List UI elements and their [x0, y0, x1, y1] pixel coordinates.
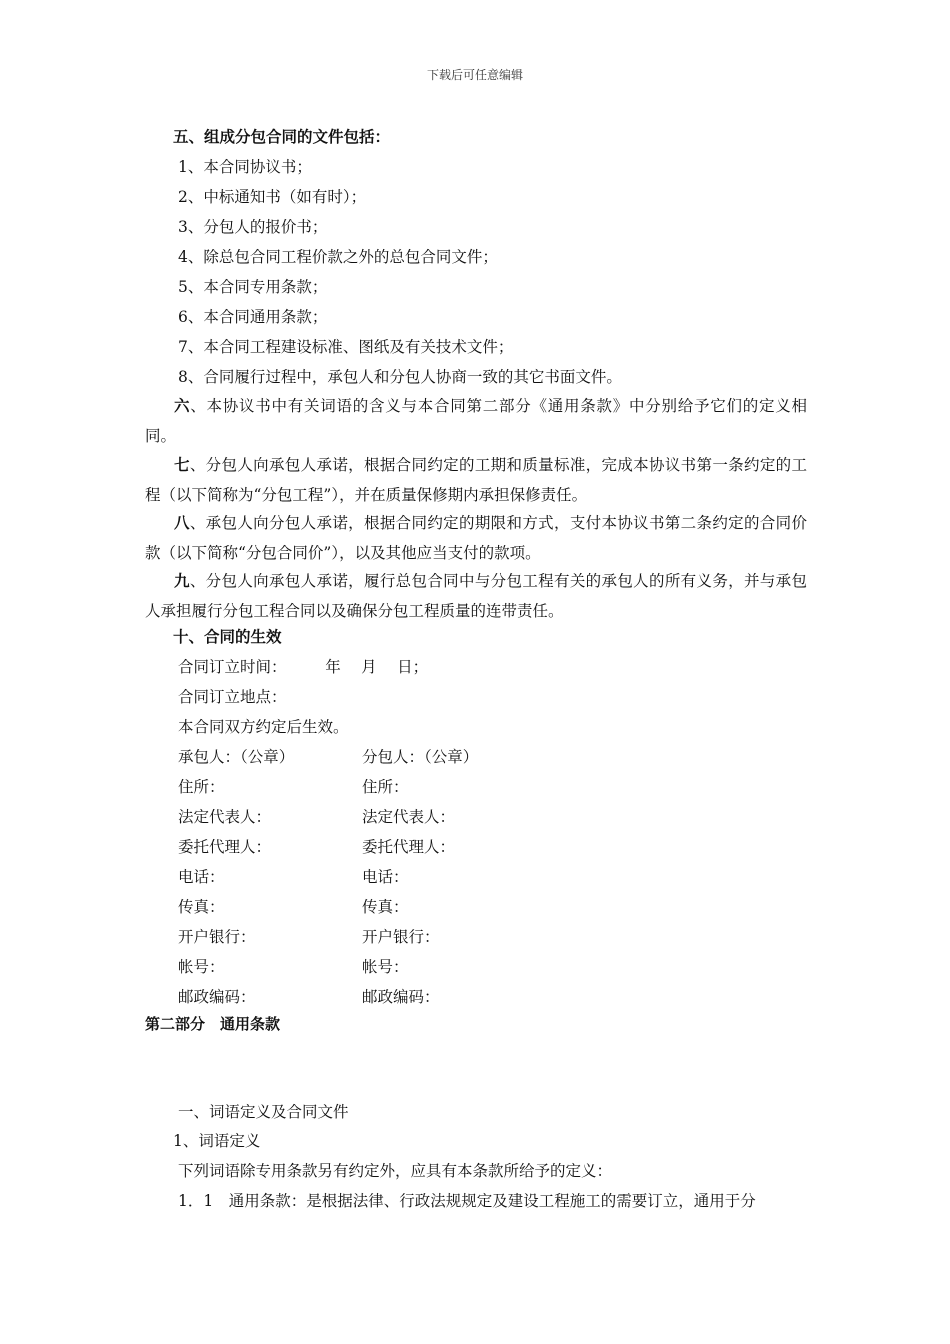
clause-1-1: 1．1 通用条款：是根据法律、行政法规规定及建设工程施工的需要订立，通用于分: [178, 1192, 756, 1210]
subcontractor-address: 住所：: [362, 778, 409, 796]
section-6-lead: 六: [174, 396, 191, 415]
section-6-text: 、本协议书中有关词语的含义与本合同第二部分《通用条款》中分别给予它们的定义相同。: [145, 397, 807, 445]
subcontractor-agent: 委托代理人：: [362, 838, 456, 856]
section-5-item: 7、本合同工程建设标准、图纸及有关技术文件；: [178, 338, 514, 356]
page-header: 下载后可任意编辑: [426, 68, 523, 82]
part-2-section-1-title: 一、词语定义及合同文件: [178, 1103, 349, 1121]
section-5-item: 2、中标通知书（如有时）；: [178, 188, 367, 206]
section-7-paragraph: [145, 450, 807, 510]
subcontractor-postcode: 邮政编码：: [362, 988, 440, 1006]
section-10-title: [173, 627, 282, 647]
contractor-account: 帐号：: [178, 958, 225, 976]
section-5-item: 1、本合同协议书；: [178, 158, 312, 176]
contractor-seal: 承包人：（公章）: [178, 748, 295, 766]
section-8-lead: 八: [174, 513, 190, 532]
signing-place: 合同订立地点：: [178, 688, 287, 706]
part-2-title: 第二部分 通用条款: [145, 1015, 281, 1033]
subcontractor-phone: 电话：: [362, 868, 409, 886]
subcontractor-fax: 传真：: [362, 898, 409, 916]
contractor-postcode: 邮政编码：: [178, 988, 256, 1006]
section-6-paragraph: [145, 391, 807, 451]
subcontractor-bank: 开户银行：: [362, 928, 440, 946]
section-5-item: 3、分包人的报价书；: [178, 218, 328, 236]
section-5-item: 5、本合同专用条款；: [178, 278, 328, 296]
subcontractor-seal: 分包人：（公章）: [362, 748, 479, 766]
section-5-item: 6、本合同通用条款；: [178, 308, 328, 326]
section-8-text: 、承包人向分包人承诺，根据合同约定的期限和方式，支付本协议书第二条约定的合同价款（以下简称“分包合同价”），以及其他应当支付的款项。: [145, 514, 807, 562]
contractor-address: 住所：: [178, 778, 225, 796]
definitions-intro: 下列词语除专用条款另有约定外，应具有本条款所给予的定义：: [178, 1162, 613, 1180]
part-2-subsection-1-title: 1、词语定义: [173, 1132, 261, 1150]
section-8-paragraph: [145, 508, 807, 568]
section-7-text: 、分包人向承包人承诺，根据合同约定的工期和质量标准，完成本协议书第一条约定的工程（以下简称为“分包工程”），并在质量保修期内承担保修责任。: [145, 456, 807, 504]
effective-clause: 本合同双方约定后生效。: [178, 718, 349, 736]
section-9-lead: 九: [174, 571, 190, 590]
section-5-item: 4、除总包合同工程价款之外的总包合同文件；: [178, 248, 498, 266]
section-9-paragraph: [145, 566, 807, 626]
subcontractor-account: 帐号：: [362, 958, 409, 976]
contractor-legal-rep: 法定代表人：: [178, 808, 272, 826]
section-10-title-text: 十、合同的生效: [173, 627, 282, 646]
section-9-text: 、分包人向承包人承诺，履行总包合同中与分包工程有关的承包人的所有义务，并与承包人承担履行分包工程合同以及确保分包工程质量的连带责任。: [145, 572, 807, 620]
contractor-fax: 传真：: [178, 898, 225, 916]
contractor-agent: 委托代理人：: [178, 838, 272, 856]
subcontractor-legal-rep: 法定代表人：: [362, 808, 456, 826]
signing-time: 合同订立时间： 年 月 日；: [178, 658, 429, 676]
section-7-lead: 七: [174, 455, 190, 474]
contractor-phone: 电话：: [178, 868, 225, 886]
contractor-bank: 开户银行：: [178, 928, 256, 946]
section-5-title: 五、组成分包合同的文件包括：: [173, 127, 391, 146]
section-5-item: 8、合同履行过程中，承包人和分包人协商一致的其它书面文件。: [178, 368, 622, 386]
